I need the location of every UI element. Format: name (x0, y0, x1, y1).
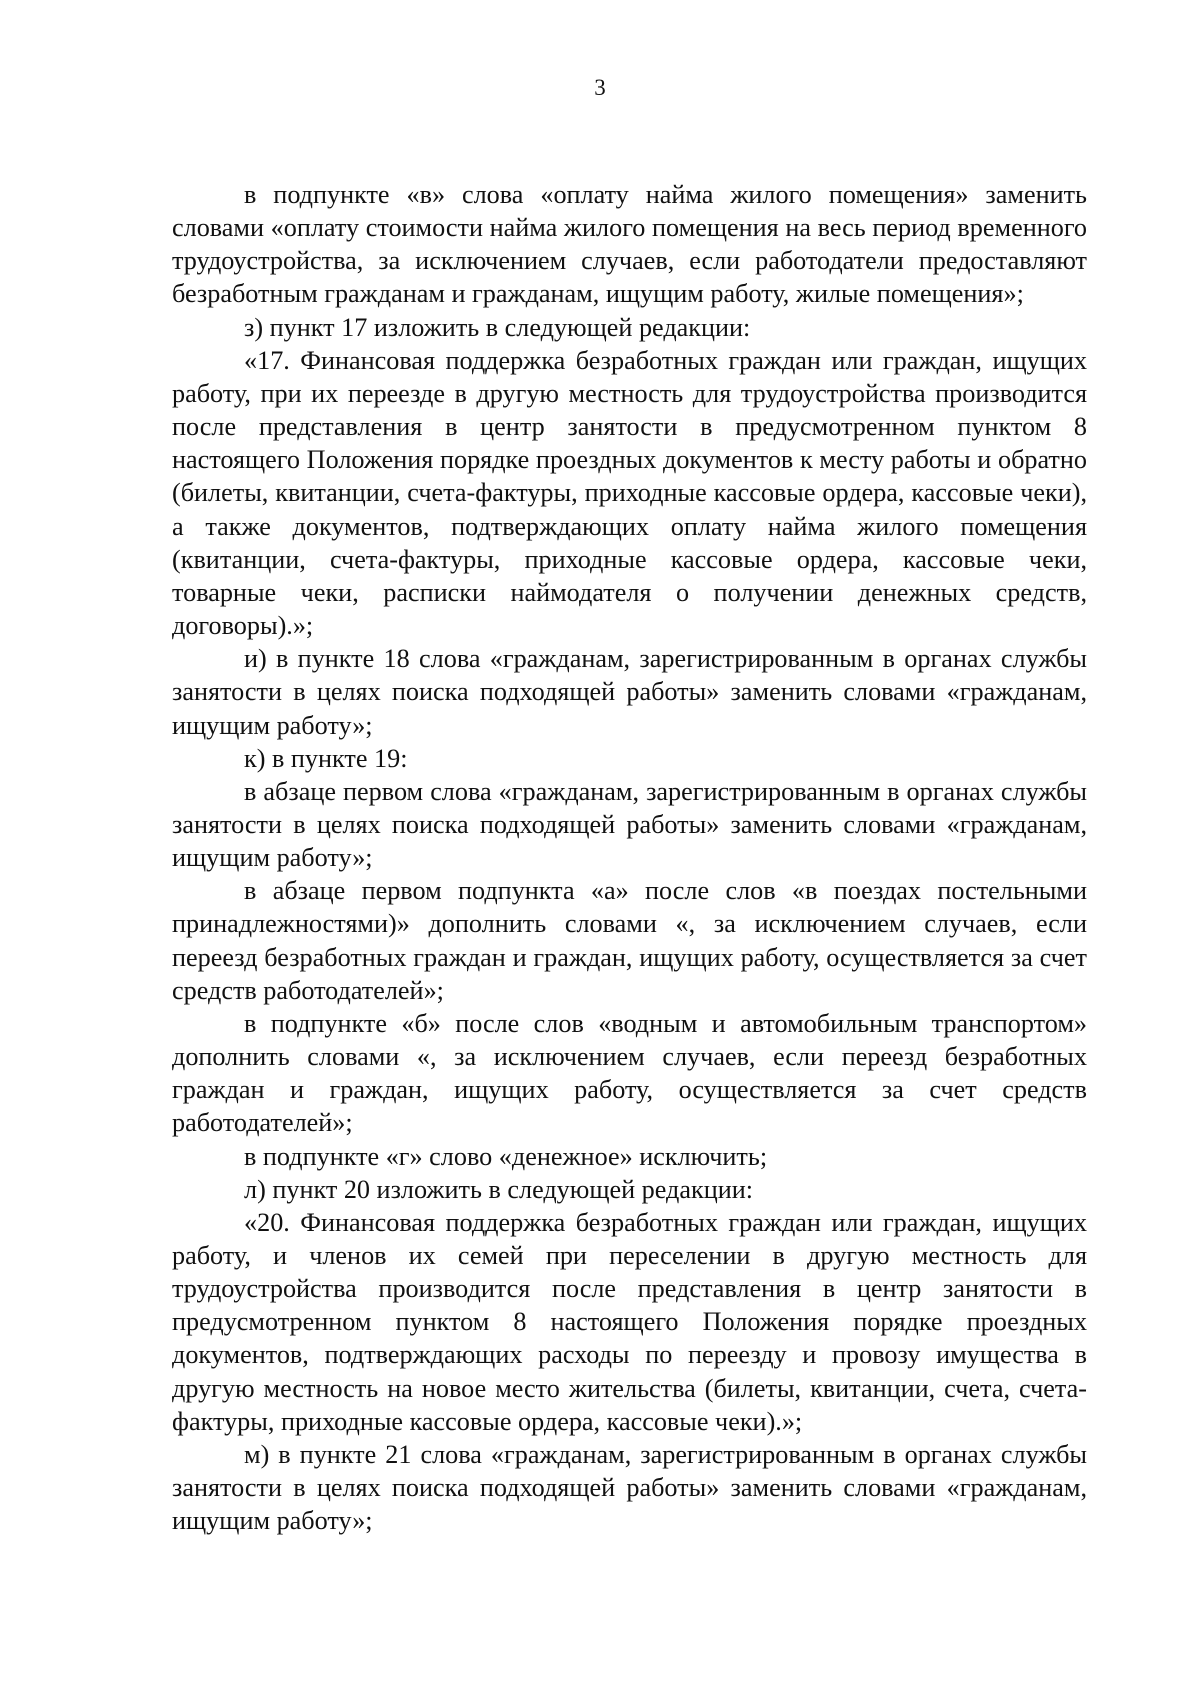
paragraph-subitem-a: в абзаце первом подпункта «а» после слов «в поездах постельными принадлежностями)» дополнить словами «, за исключением случаев, если переезд безработных граждан и граждан, ищущих работу, осуществляется за счет средств работодателей»; (172, 876, 1087, 1005)
page-number: 3 (594, 75, 606, 100)
paragraph-first-abzac: в абзаце первом слова «гражданам, зарегистрированным в органах службы занятости в целях поиска подходящей работы» заменить словами «гражданам, ищущим работу»; (172, 776, 1087, 873)
paragraph-subitem-b: в подпункте «б» после слов «водным и автомобильным транспортом» дополнить словами «, за исключением случаев, если переезд безработных граждан и граждан, ищущих работу, осуществляется за счет средств работодателей»; (172, 1008, 1087, 1138)
paragraph-subitem-g: в подпункте «г» слово «денежное» исключить; (244, 1141, 768, 1171)
document-body (172, 178, 1087, 1537)
paragraph-point-17: «17. Финансовая поддержка безработных граждан или граждан, ищущих работу, при их переезде в другую местность для трудоустройства производится после представления в центр занятости в предусмотренном пунктом 8 настоящего Положения порядке проездных документов к месту работы и обратно (билеты, квитанции, счета-фактуры, приходные кассовые ордера, кассовые чеки), а также документов, подтверждающих оплату найма жилого помещения (квитанции, счета-фактуры, приходные кассовые ордера, кассовые чеки, товарные чеки, расписки наймодателя о получении денежных средств, договоры).»; (172, 345, 1087, 641)
paragraph-subitem-v: в подпункте «в» слова «оплату найма жилого помещения» заменить словами «оплату стоимости найма жилого помещения на весь период временного трудоустройства, за исключением случаев, если работодатели предоставляют безработным гражданам и гражданам, ищущим работу, жилые помещения»; (172, 180, 1087, 309)
paragraph-item-z: з) пункт 17 изложить в следующей редакции: (244, 312, 751, 342)
paragraph-item-i: и) в пункте 18 слова «гражданам, зарегистрированным в органах службы занятости в целях поиска подходящей работы» заменить словами «гражданам, ищущим работу»; (172, 644, 1087, 740)
paragraph-item-l: л) пункт 20 изложить в следующей редакции: (244, 1174, 754, 1204)
paragraph-point-20: «20. Финансовая поддержка безработных граждан или граждан, ищущих работу, и членов их семей при переселении в другую местность для трудоустройства производится после представления в центр занятости в предусмотренном пунктом 8 настоящего Положения порядке проездных документов, подтверждающих расходы по переезду и провозу имущества в другую местность на новое место жительства (билеты, квитанции, счета, счета-фактуры, приходные кассовые ордера, кассовые чеки).»; (172, 1207, 1087, 1436)
paragraph-item-k: к) в пункте 19: (244, 743, 408, 773)
paragraph-item-m: м) в пункте 21 слова «гражданам, зарегистрированным в органах службы занятости в целях поиска подходящей работы» заменить словами «гражданам, ищущим работу»; (172, 1439, 1087, 1536)
